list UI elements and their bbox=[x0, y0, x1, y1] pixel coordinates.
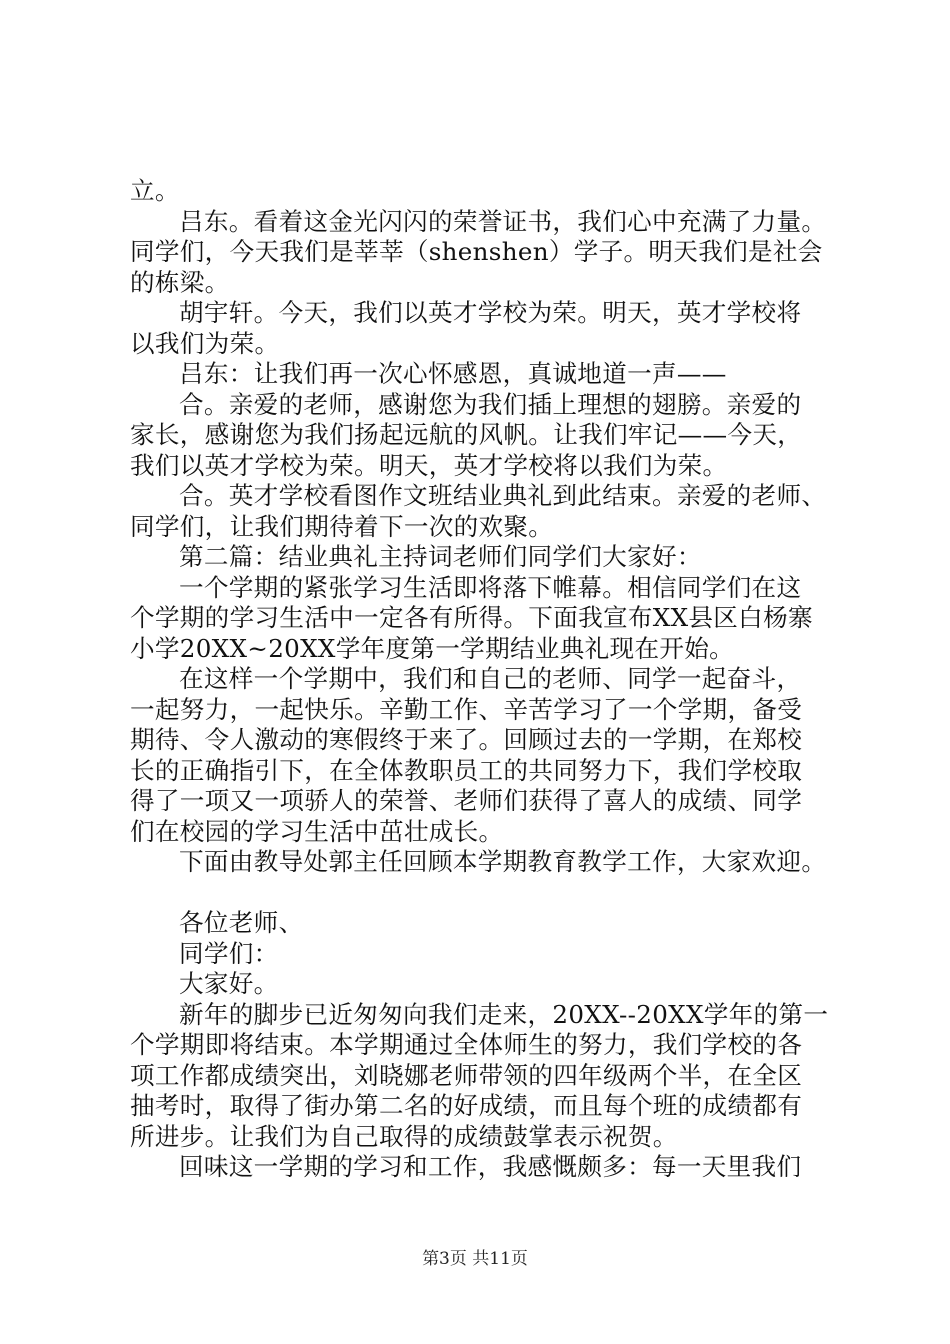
text-line: 新年的脚步已近匆匆向我们走来，20XX--20XX学年的第一 bbox=[179, 999, 829, 1029]
text-line: 的栋梁。 bbox=[130, 267, 230, 297]
text-line: 项工作都成绩突出，刘晓娜老师带领的四年级两个半，在全区 bbox=[130, 1060, 803, 1090]
text-line: 第二篇：结业典礼主持词老师们同学们大家好： bbox=[179, 542, 702, 571]
text-line: 我们以英才学校为荣。明天，英才学校将以我们为荣。 bbox=[130, 450, 728, 480]
text-line: 同学们： bbox=[179, 938, 279, 968]
text-line: 小学20XX~20XX学年度第一学期结业典礼现在开始。 bbox=[130, 633, 735, 663]
text-line: 个学期的学习生活中一定各有所得。下面我宣布XX县区白杨寨 bbox=[130, 603, 813, 632]
text-line: 得了一项又一项骄人的荣誉、老师们获得了喜人的成绩、同学 bbox=[130, 786, 803, 815]
text-line: 回味这一学期的学习和工作，我感慨颇多：每一天里我们 bbox=[179, 1152, 802, 1181]
text-line: 合。英才学校看图作文班结业典礼到此结束。亲爱的老师、 bbox=[179, 481, 827, 510]
text-line: 们在校园的学习生活中茁壮成长。 bbox=[130, 816, 504, 846]
text-line: 下面由教导处郭主任回顾本学期教育教学工作，大家欢迎。 bbox=[179, 847, 827, 876]
text-line: 各位老师、 bbox=[179, 908, 304, 937]
text-line: 一起努力，一起快乐。辛勤工作、辛苦学习了一个学期，备受 bbox=[130, 694, 803, 724]
text-line: 合。亲爱的老师，感谢您为我们插上理想的翅膀。亲爱的 bbox=[179, 389, 802, 419]
text-line: 大家好。 bbox=[179, 969, 279, 998]
text-line: 家长，感谢您为我们扬起远航的风帆。让我们牢记——今天， bbox=[130, 420, 803, 449]
text-line: 在这样一个学期中，我们和自己的老师、同学一起奋斗， bbox=[179, 664, 802, 693]
document-body bbox=[130, 176, 850, 1183]
text-line: 吕东。看着这金光闪闪的荣誉证书，我们心中充满了力量。 bbox=[179, 206, 827, 236]
blank-line bbox=[130, 878, 850, 909]
text-line: 同学们，让我们期待着下一次的欢聚。 bbox=[130, 511, 554, 541]
text-line: 个学期即将结束。本学期通过全体师生的努力，我们学校的各 bbox=[130, 1030, 803, 1059]
text-line: 以我们为荣。 bbox=[130, 328, 280, 358]
text-line: 同学们，今天我们是莘莘（shenshen）学子。明天我们是社会 bbox=[130, 237, 823, 266]
text-line: 长的正确指引下，在全体教职员工的共同努力下，我们学校取 bbox=[130, 755, 803, 785]
text-line: 一个学期的紧张学习生活即将落下帷幕。相信同学们在这 bbox=[179, 572, 802, 602]
text-line: 吕东：让我们再一次心怀感恩，真诚地道一声—— bbox=[179, 359, 727, 388]
text-line: 抽考时，取得了街办第二名的好成绩，而且每个班的成绩都有 bbox=[130, 1091, 803, 1120]
text-line: 胡宇轩。今天，我们以英才学校为荣。明天，英才学校将 bbox=[179, 298, 802, 327]
text-line: 期待、令人激动的寒假终于来了。回顾过去的一学期，在郑校 bbox=[130, 725, 803, 754]
page-footer: 第3页 共11页 bbox=[422, 1249, 528, 1269]
text-line: 立。 bbox=[130, 176, 180, 205]
text-line: 所进步。让我们为自己取得的成绩鼓掌表示祝贺。 bbox=[130, 1121, 678, 1151]
